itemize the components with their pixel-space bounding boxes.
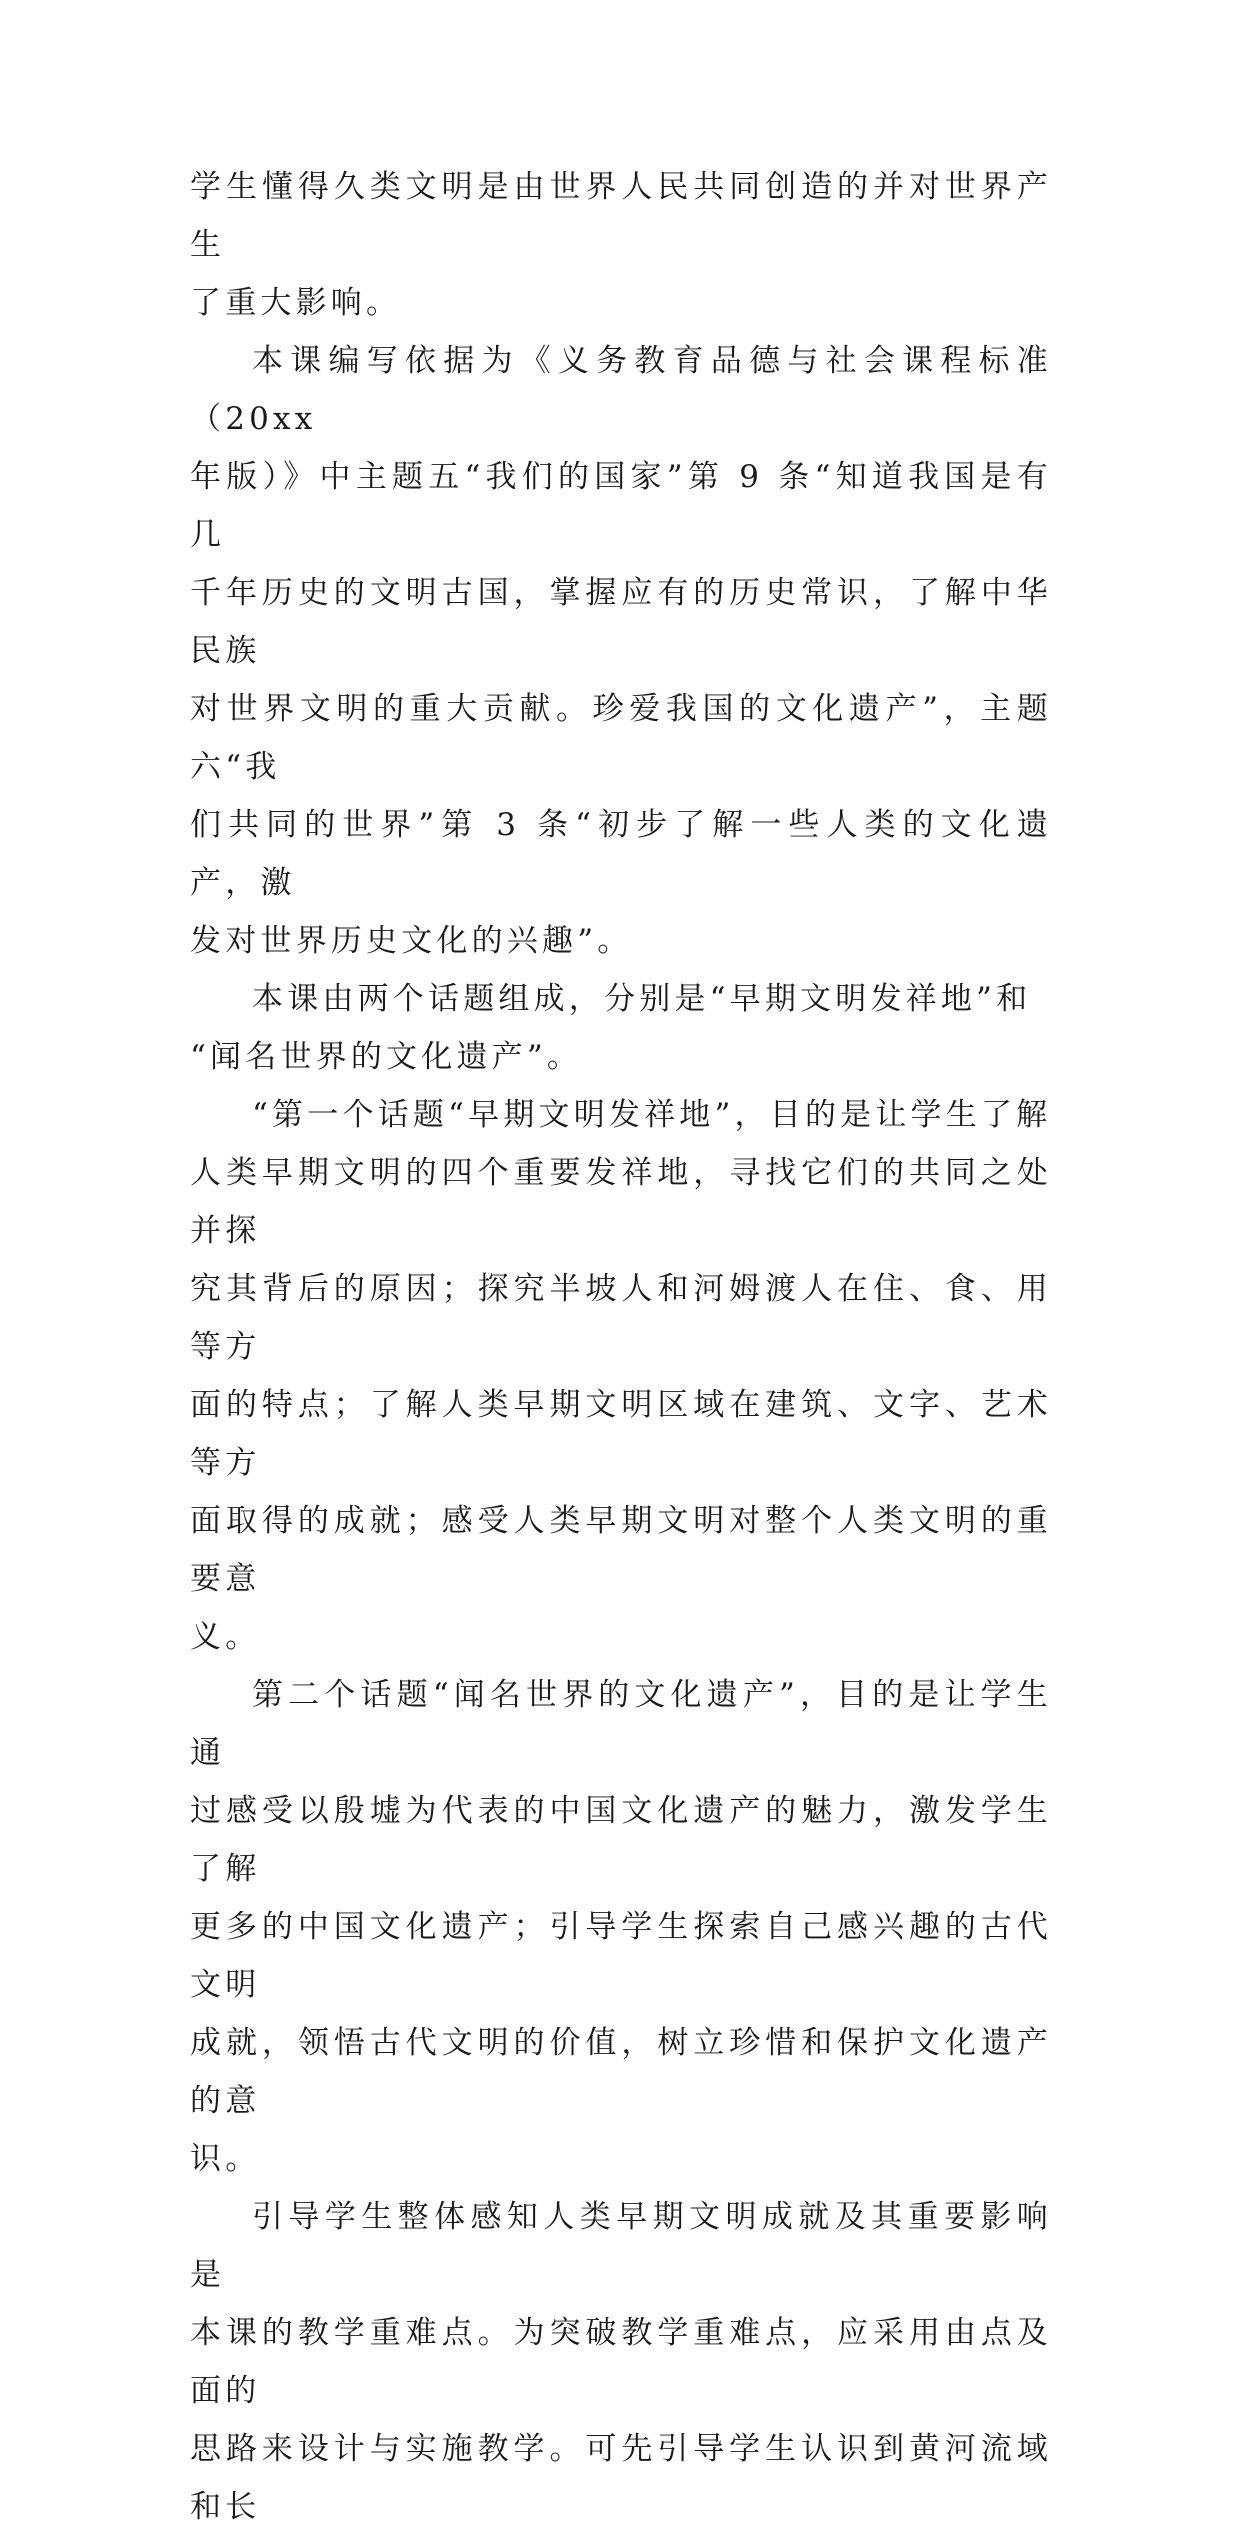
paragraph-line: 究其背后的原因；探究半坡人和河姆渡人在住、食、用等方 — [190, 1271, 1052, 1365]
paragraph-line: 了重大影响。 — [190, 285, 402, 321]
paragraph-line: 第二个话题“闻名世界的文化遗产”，目的是让学生通 — [190, 1677, 1052, 1771]
paragraph-line: 们共同的世界”第 3 条“初步了解一些人类的文化遗产，激 — [190, 807, 1052, 901]
paragraph-line: “闻名世界的文化遗产”。 — [190, 1039, 583, 1075]
paragraph-line: 本课的教学重难点。为突破教学重难点，应采用由点及面的 — [190, 2315, 1052, 2409]
paragraph-line: 过感受以殷墟为代表的中国文化遗产的魅力，激发学生了解 — [190, 1793, 1052, 1887]
paragraph-line: 年版）》中主题五“我们的国家”第 9 条“知道我国是有几 — [190, 459, 1052, 553]
paragraph-line: 引导学生整体感知人类早期文明成就及其重要影响是 — [190, 2199, 1052, 2293]
document-body — [190, 158, 1052, 2536]
paragraph-line: 本课由两个话题组成，分别是“早期文明发祥地”和 — [252, 981, 1032, 1017]
paragraph-line: 面的特点；了解人类早期文明区域在建筑、文字、艺术等方 — [190, 1387, 1052, 1481]
paragraph-line: 思路来设计与实施教学。可先引导学生认识到黄河流域和长 — [190, 2431, 1052, 2525]
paragraph-line: 千年历史的文明古国，掌握应有的历史常识，了解中华民族 — [190, 575, 1052, 669]
paragraph-line: 本课编写依据为《义务教育品德与社会课程标准（20xx — [190, 343, 1052, 437]
paragraph-line: 更多的中国文化遗产；引导学生探索自己感兴趣的古代文明 — [190, 1909, 1052, 2003]
paragraph-line: 发对世界历史文化的兴趣”。 — [190, 923, 633, 959]
paragraph-line: “第一个话题“早期文明发祥地”，目的是让学生了解 — [252, 1097, 1052, 1133]
paragraph-line: 义。 — [190, 1619, 261, 1655]
paragraph-line: 人类早期文明的四个重要发祥地，寻找它们的共同之处并探 — [190, 1155, 1052, 1249]
paragraph-line: 对世界文明的重大贡献。珍爱我国的文化遗产”，主题六“我 — [190, 691, 1052, 785]
paragraph-line: 学生懂得久类文明是由世界人民共同创造的并对世界产生 — [190, 169, 1052, 263]
paragraph-line: 面取得的成就；感受人类早期文明对整个人类文明的重要意 — [190, 1503, 1052, 1597]
paragraph-line: 成就，领悟古代文明的价值，树立珍惜和保护文化遗产的意 — [190, 2025, 1052, 2119]
paragraph-line: 识。 — [190, 2141, 261, 2177]
